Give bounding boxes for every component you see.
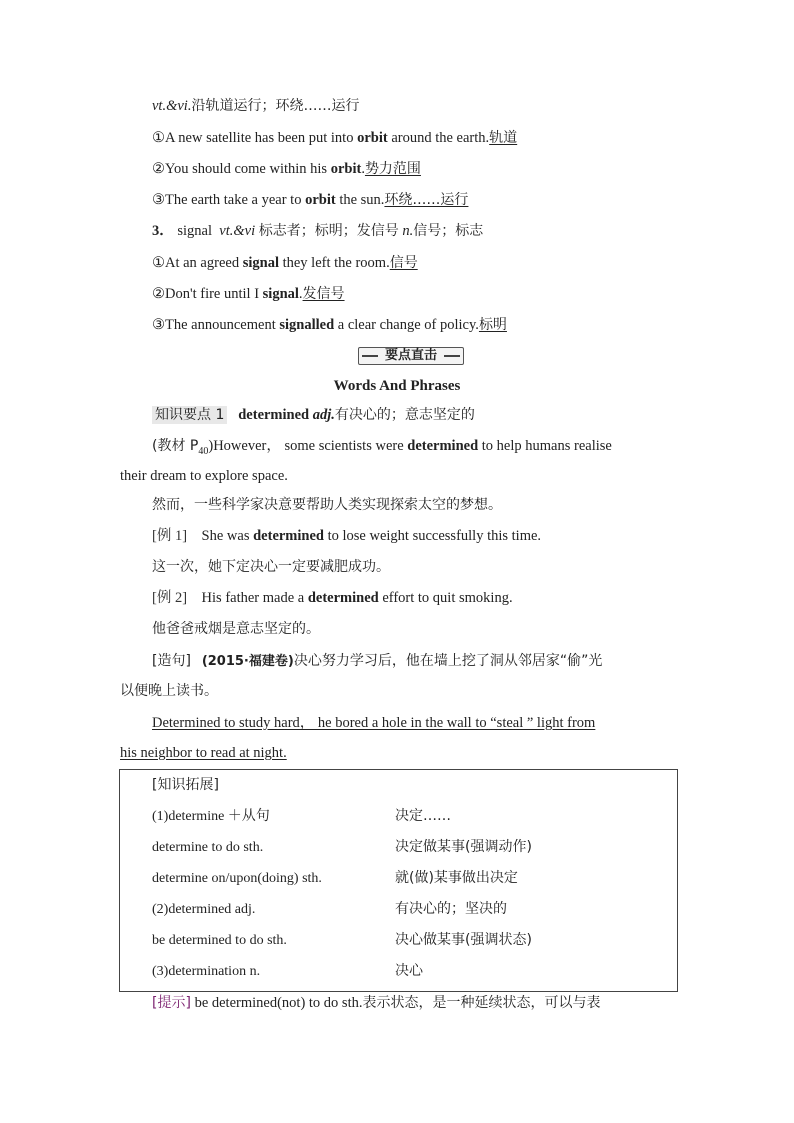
expansion-meaning: 决定做某事(强调动作): [395, 839, 532, 855]
example-number: ③: [152, 192, 165, 208]
orbit-pos: vt.&vi.: [152, 98, 192, 114]
example-1-translation: 这一次，她下定决心一定要减肥成功。: [152, 559, 390, 575]
expansion-row: [152, 961, 423, 982]
tip-line: [152, 993, 600, 1013]
expansion-phrase: (3)determination n.: [152, 964, 261, 979]
example-text: to lose weight successfully this time.: [323, 528, 542, 544]
example-text: they left the room.: [278, 255, 390, 271]
orbit-example-3: [152, 190, 468, 210]
tip-text: 表示状态，是一种延续状态，可以与表: [362, 995, 601, 1011]
make-sentence-text: 决心努力学习后，他在墙上挖了洞从邻居家“偷”光: [293, 653, 603, 669]
textbook-ref: (教材 P: [152, 438, 199, 454]
orbit-definition: [152, 96, 359, 116]
example-keyword: determined: [307, 590, 379, 606]
textbook-sentence-line2: their dream to explore space.: [120, 468, 288, 484]
example-tag: [例 1]: [152, 528, 188, 544]
example-number: ①: [152, 255, 165, 271]
expansion-phrase: (1)determine ＋从句: [152, 809, 270, 824]
entry-pos: vt.&vi: [219, 223, 256, 239]
point-tag: 知识要点 1: [152, 406, 227, 424]
entry-word: signal: [177, 223, 213, 239]
example-keyword: orbit: [330, 161, 362, 177]
example-keyword: signalled: [279, 317, 335, 333]
point-def: 有决心的；意志坚定的: [334, 407, 475, 423]
knowledge-expansion-box: [119, 769, 678, 992]
example-answer: 势力范围: [364, 161, 421, 177]
entry-def: 标志者；标明；发信号: [258, 223, 399, 239]
make-sentence-line1: [152, 651, 602, 672]
example-number: ②: [152, 161, 165, 177]
example-keyword: signal: [262, 286, 299, 302]
example-number: ②: [152, 286, 165, 302]
signal-example-3: [152, 315, 507, 335]
expansion-row: [152, 899, 507, 920]
example-text: the sun.: [335, 192, 385, 208]
section-heading: Words And Phrases: [333, 378, 461, 394]
expansion-phrase: determine on/upon(doing) sth.: [152, 871, 322, 886]
example-keyword: orbit: [305, 192, 336, 208]
example-text: .: [298, 286, 303, 302]
example-text: around the earth.: [387, 130, 490, 146]
example-keyword: signal: [242, 255, 279, 271]
point-word: determined: [238, 407, 310, 423]
tip-text: be determined(not) to do sth.: [190, 995, 363, 1011]
expansion-phrase: be determined to do sth.: [152, 933, 287, 948]
expansion-row: [152, 837, 532, 858]
textbook-translation: 然而，一些科学家决意要帮助人类实现探索太空的梦想。: [152, 497, 502, 513]
signal-example-2: [152, 284, 345, 304]
textbook-page: 40: [198, 445, 209, 457]
example-keyword: orbit: [357, 130, 388, 146]
example-1: [152, 526, 541, 546]
expansion-meaning: 就(做)某事做出决定: [395, 870, 518, 886]
expansion-title: [知识拓展]: [152, 777, 219, 793]
example-2-translation: 他爸爸戒烟是意志坚定的。: [152, 621, 320, 637]
example-answer: 轨道: [489, 130, 518, 146]
section-banner: 要点直击: [358, 347, 464, 365]
expansion-meaning: 决心: [395, 963, 423, 979]
textbook-sentence-line1: [152, 436, 612, 462]
example-answer: 发信号: [302, 286, 345, 302]
example-answer: 环绕……运行: [384, 192, 469, 208]
expansion-phrase: determine to do sth.: [152, 840, 264, 855]
example-keyword: determined: [253, 528, 324, 544]
expansion-meaning: 决心做某事(强调状态): [395, 932, 532, 948]
example-text: At an agreed: [165, 255, 243, 271]
textbook-text: )However， some scientists were: [208, 438, 408, 454]
example-answer: 标明: [478, 317, 507, 333]
make-sentence-source: (2015·福建卷): [201, 654, 294, 669]
expansion-meaning: 有决心的；坚决的: [395, 901, 507, 917]
make-sentence-line2: 以便晚上读书。: [120, 683, 218, 699]
signal-header: [152, 221, 483, 241]
example-text: She was: [201, 528, 254, 544]
example-text: The earth take a year to: [165, 192, 306, 208]
example-text: Don't fire until I: [165, 286, 263, 302]
expansion-row: [152, 868, 518, 889]
example-number: ③: [152, 317, 165, 333]
make-sentence-answer-line1: Determined to study hard， he bored a hole in the wall to “steal ” light from: [152, 715, 596, 731]
orbit-example-2: [152, 159, 421, 179]
expansion-row: [152, 806, 451, 827]
entry-number: 3．: [152, 223, 174, 239]
expansion-phrase: (2)determined adj.: [152, 902, 256, 917]
point-pos: adj.: [312, 407, 335, 423]
example-tag: [例 2]: [152, 590, 188, 606]
textbook-text: to help humans realise: [478, 438, 612, 454]
entry-def: 信号；标志: [413, 223, 484, 239]
orbit-def-text: 沿轨道运行；环绕……运行: [191, 98, 360, 114]
example-2: [152, 588, 513, 608]
example-number: ①: [152, 130, 165, 146]
textbook-keyword: determined: [407, 438, 479, 454]
orbit-example-1: [152, 128, 517, 148]
entry-pos: n.: [402, 223, 414, 239]
signal-example-1: [152, 253, 418, 273]
make-sentence-tag: [造句]: [152, 653, 191, 669]
example-text: a clear change of policy.: [334, 317, 479, 333]
example-text: A new satellite has been put into: [165, 130, 358, 146]
example-text: His father made a: [201, 590, 308, 606]
example-answer: 信号: [389, 255, 418, 271]
example-text: You should come within his: [165, 161, 331, 177]
example-text: .: [361, 161, 365, 177]
example-text: The announcement: [165, 317, 280, 333]
point1-title: [152, 405, 475, 425]
tip-tag: [提示]: [152, 995, 191, 1011]
expansion-row: [152, 930, 532, 951]
expansion-meaning: 决定……: [395, 808, 451, 824]
example-text: effort to quit smoking.: [378, 590, 513, 606]
make-sentence-answer-line2: his neighbor to read at night.: [120, 745, 287, 761]
